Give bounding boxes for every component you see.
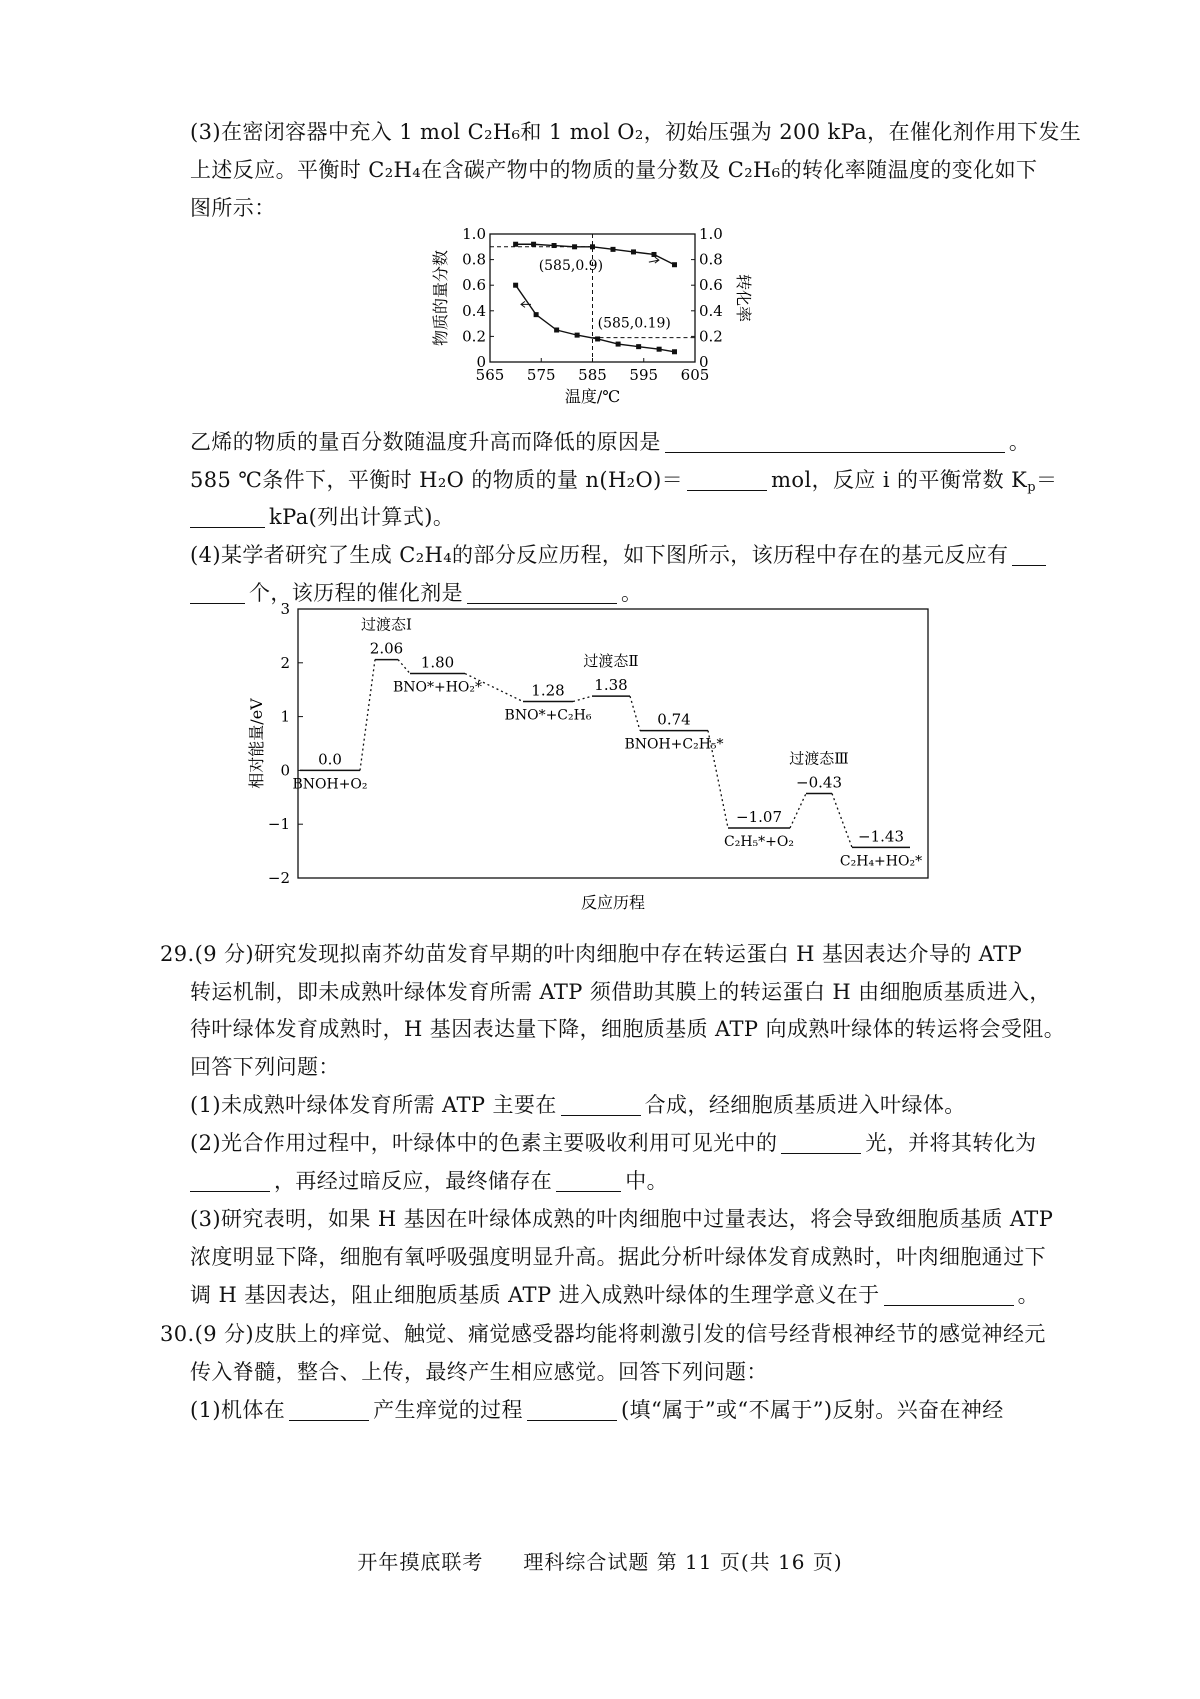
data-point bbox=[513, 283, 518, 288]
q4-line-1-text: (4)某学者研究了生成 C₂H₄的部分反应历程，如下图所示，该历程中存在的基元反应有 bbox=[190, 543, 1009, 567]
q3-line-2: 上述反应。平衡时 C₂H₄在含碳产物中的物质的量分数及 C₂H₆的转化率随温度的变化如下 bbox=[190, 158, 1038, 182]
q29-line-2: 转运机制，即未成熟叶绿体发育所需 ATP 须借助其膜上的转运蛋白 H 由细胞质基质进入， bbox=[190, 980, 1051, 1004]
connector bbox=[360, 660, 375, 771]
answer-blank[interactable] bbox=[527, 1398, 617, 1421]
q29-sub-3b: 浓度明显下降，细胞有氧呼吸强度明显升高。据此分析叶绿体发育成熟时，叶肉细胞通过下 bbox=[190, 1245, 1046, 1269]
q4-line-2a: 个，该历程的催化剂是 bbox=[249, 581, 463, 605]
footer-left: 开年摸底联考 bbox=[357, 1550, 484, 1574]
q29-sub-2-cont bbox=[190, 1167, 668, 1195]
species-label: BNOH+O₂ bbox=[292, 776, 368, 793]
data-point bbox=[590, 244, 595, 249]
q29-sub-1 bbox=[190, 1091, 966, 1119]
y-tick-label: −2 bbox=[267, 869, 290, 887]
y-tick-label-left: 0.4 bbox=[462, 301, 486, 320]
connector bbox=[398, 660, 410, 674]
q3-after-1-text: 乙烯的物质的量百分数随温度升高而降低的原因是 bbox=[190, 430, 661, 454]
q29-s1b: 合成，经细胞质基质进入叶绿体。 bbox=[644, 1093, 966, 1117]
answer-blank[interactable] bbox=[781, 1131, 861, 1154]
footer-right: 理科综合试题 第 11 页(共 16 页) bbox=[523, 1550, 843, 1574]
q29-s2b: 光，并将其转化为 bbox=[865, 1131, 1037, 1155]
y-tick-label: 3 bbox=[280, 600, 290, 618]
q29-s3c: 调 H 基因表达，阻止细胞质基质 ATP 进入成熟叶绿体的生理学意义在于 bbox=[190, 1283, 880, 1307]
energy-value-label: 1.38 bbox=[594, 676, 628, 695]
answer-blank[interactable] bbox=[289, 1398, 369, 1421]
q30-sub-1 bbox=[190, 1396, 1004, 1424]
q3-after-2a: 585 ℃条件下，平衡时 H₂O 的物质的量 n(H₂O)＝ bbox=[190, 468, 684, 492]
y-axis-label-left: 物质的量分数 bbox=[431, 249, 450, 347]
q29-sub-2 bbox=[190, 1129, 1037, 1157]
y-axis-label-right: 转化率 bbox=[734, 273, 753, 323]
q3-after-2 bbox=[190, 466, 1057, 494]
energy-value-label: −1.07 bbox=[736, 807, 782, 826]
q29-s1a: (1)未成熟叶绿体发育所需 ATP 主要在 bbox=[190, 1093, 557, 1117]
q29-line-4: 回答下列问题： bbox=[190, 1055, 340, 1079]
y-tick-label-left: 0 bbox=[476, 353, 486, 371]
chart1-group bbox=[431, 225, 753, 406]
y-tick-label: 0 bbox=[280, 761, 290, 780]
q30-line-1: 30.(9 分)皮肤上的痒觉、触觉、痛觉感受器均能将刺激引发的信号经背根神经节的感觉神经元 bbox=[160, 1322, 1046, 1346]
x-axis-label: 反应历程 bbox=[580, 893, 646, 912]
species-label: C₂H₅*+O₂ bbox=[724, 833, 794, 850]
q3-after-1-end: 。 bbox=[1008, 430, 1031, 454]
q3-after-3 bbox=[190, 503, 454, 531]
energy-value-label: 2.06 bbox=[369, 639, 404, 658]
y-tick-label-right: 0 bbox=[699, 353, 709, 371]
q3-after-1 bbox=[190, 428, 1030, 456]
answer-blank[interactable] bbox=[467, 581, 617, 604]
data-point bbox=[657, 347, 662, 352]
energy-value-label: −0.43 bbox=[796, 773, 842, 792]
answer-blank[interactable] bbox=[665, 430, 1005, 453]
answer-blank[interactable] bbox=[1012, 543, 1046, 566]
answer-blank[interactable] bbox=[884, 1283, 1014, 1306]
q3-line-3: 图所示： bbox=[190, 196, 276, 220]
q29-s3d: 。 bbox=[1017, 1283, 1039, 1307]
q3-after-2c: p bbox=[1027, 480, 1036, 495]
y-tick-label-left: 0.8 bbox=[462, 250, 486, 269]
data-point bbox=[534, 312, 539, 317]
y-tick-label-right: 0.6 bbox=[699, 276, 723, 295]
y-tick-label-right: 0.2 bbox=[699, 327, 723, 346]
data-point bbox=[552, 243, 557, 248]
chart2-group bbox=[247, 600, 928, 912]
transition-state-label: 过渡态Ⅰ bbox=[361, 615, 412, 634]
answer-blank[interactable] bbox=[190, 581, 245, 604]
connector bbox=[630, 696, 640, 730]
connector bbox=[832, 794, 852, 848]
temperature-chart bbox=[420, 222, 753, 422]
data-point bbox=[572, 244, 577, 249]
y-tick-label: −1 bbox=[267, 815, 290, 834]
y-tick-label-right: 0.8 bbox=[699, 250, 723, 269]
q4-line-2b: 。 bbox=[621, 581, 643, 605]
data-point bbox=[575, 333, 580, 338]
x-tick-label: 585 bbox=[578, 366, 607, 384]
energy-profile-chart bbox=[240, 600, 1000, 913]
x-tick-label: 595 bbox=[629, 366, 659, 384]
answer-blank[interactable] bbox=[190, 505, 265, 528]
transition-state-label: 过渡态Ⅲ bbox=[789, 749, 849, 768]
data-point bbox=[636, 344, 641, 349]
species-label: C₂H₄+HO₂* bbox=[839, 853, 923, 870]
q30-s1a: (1)机体在 bbox=[190, 1398, 286, 1422]
data-point bbox=[611, 247, 616, 252]
energy-value-label: 1.80 bbox=[420, 653, 455, 672]
data-point bbox=[595, 336, 600, 341]
arrow-left-axis bbox=[521, 301, 531, 307]
q3-after-2b: mol，反应 i 的平衡常数 K bbox=[771, 468, 1028, 492]
y-tick-label: 1 bbox=[280, 707, 290, 726]
annotation-585-09: (585,0.9) bbox=[538, 257, 604, 274]
y-tick-label-right: 1.0 bbox=[699, 225, 723, 243]
annotation-585-019: (585,0.19) bbox=[597, 315, 671, 332]
q29-sub-3c bbox=[190, 1281, 1039, 1309]
q29-s2a: (2)光合作用过程中，叶绿体中的色素主要吸收利用可见光中的 bbox=[190, 1131, 778, 1155]
q3-line-1: (3)在密闭容器中充入 1 mol C₂H₆和 1 mol O₂，初始压强为 200 kPa，在催化剂作用下发生 bbox=[190, 120, 1082, 144]
data-point bbox=[513, 242, 518, 247]
q29-s2c: ，再经过暗反应，最终储存在 bbox=[274, 1169, 553, 1193]
x-tick-label: 565 bbox=[475, 366, 505, 384]
energy-value-label: −1.43 bbox=[858, 827, 904, 846]
y-tick-label-left: 0.2 bbox=[462, 327, 486, 346]
q3-after-2d: ＝ bbox=[1035, 468, 1058, 492]
q30-line-2: 传入脊髓，整合、上传，最终产生相应感觉。回答下列问题： bbox=[190, 1360, 768, 1384]
answer-blank[interactable] bbox=[190, 1169, 270, 1192]
species-label: BNOH+C₂H₅* bbox=[624, 736, 724, 753]
energy-value-label: 1.28 bbox=[531, 681, 565, 700]
page-footer bbox=[0, 1546, 1200, 1575]
x-axis-label: 温度/℃ bbox=[564, 387, 621, 406]
y-tick-label-right: 0.4 bbox=[699, 301, 723, 320]
species-label: BNO*+HO₂* bbox=[392, 679, 483, 696]
q30-s1b: 产生痒觉的过程 bbox=[373, 1398, 523, 1422]
energy-value-label: 0.0 bbox=[318, 750, 342, 769]
q29-sub-3: (3)研究表明，如果 H 基因在叶绿体成熟的叶肉细胞中过量表达，将会导致细胞质基质 ATP bbox=[190, 1207, 1054, 1231]
q29-line-1: 29.(9 分)研究发现拟南芥幼苗发育早期的叶肉细胞中存在转运蛋白 H 基因表达介导的 ATP bbox=[160, 942, 1023, 966]
y-tick-label: 2 bbox=[280, 653, 290, 672]
transition-state-label: 过渡态Ⅱ bbox=[583, 652, 639, 671]
data-point bbox=[672, 349, 677, 354]
q4-line-1 bbox=[190, 541, 1050, 569]
y-tick-label-left: 1.0 bbox=[462, 225, 486, 243]
q29-line-3: 待叶绿体发育成熟时，H 基因表达量下降，细胞质基质 ATP 向成熟叶绿体的转运将会受阻。 bbox=[190, 1017, 1066, 1041]
x-tick-label: 575 bbox=[526, 366, 556, 384]
y-axis-label: 相对能量/eV bbox=[247, 698, 266, 789]
connector bbox=[790, 794, 806, 828]
data-point bbox=[652, 252, 657, 257]
y-tick-label-left: 0.6 bbox=[462, 276, 486, 295]
data-point bbox=[631, 249, 636, 254]
answer-blank[interactable] bbox=[687, 468, 767, 491]
answer-blank[interactable] bbox=[561, 1093, 641, 1116]
x-tick-label: 605 bbox=[680, 366, 710, 384]
answer-blank[interactable] bbox=[556, 1169, 621, 1192]
data-point bbox=[554, 328, 559, 333]
q3-after-3-text: kPa(列出计算式)。 bbox=[269, 505, 455, 529]
data-point bbox=[531, 242, 536, 247]
energy-value-label: 0.74 bbox=[657, 710, 691, 729]
q29-s2d: 中。 bbox=[625, 1169, 669, 1193]
data-point bbox=[616, 342, 621, 347]
q30-s1c: (填“属于”或“不属于”)反射。兴奋在神经 bbox=[620, 1398, 1004, 1422]
arrow-right-axis bbox=[649, 257, 659, 263]
connector bbox=[573, 696, 592, 701]
species-label: BNO*+C₂H₆ bbox=[504, 707, 592, 724]
data-point bbox=[672, 262, 677, 267]
